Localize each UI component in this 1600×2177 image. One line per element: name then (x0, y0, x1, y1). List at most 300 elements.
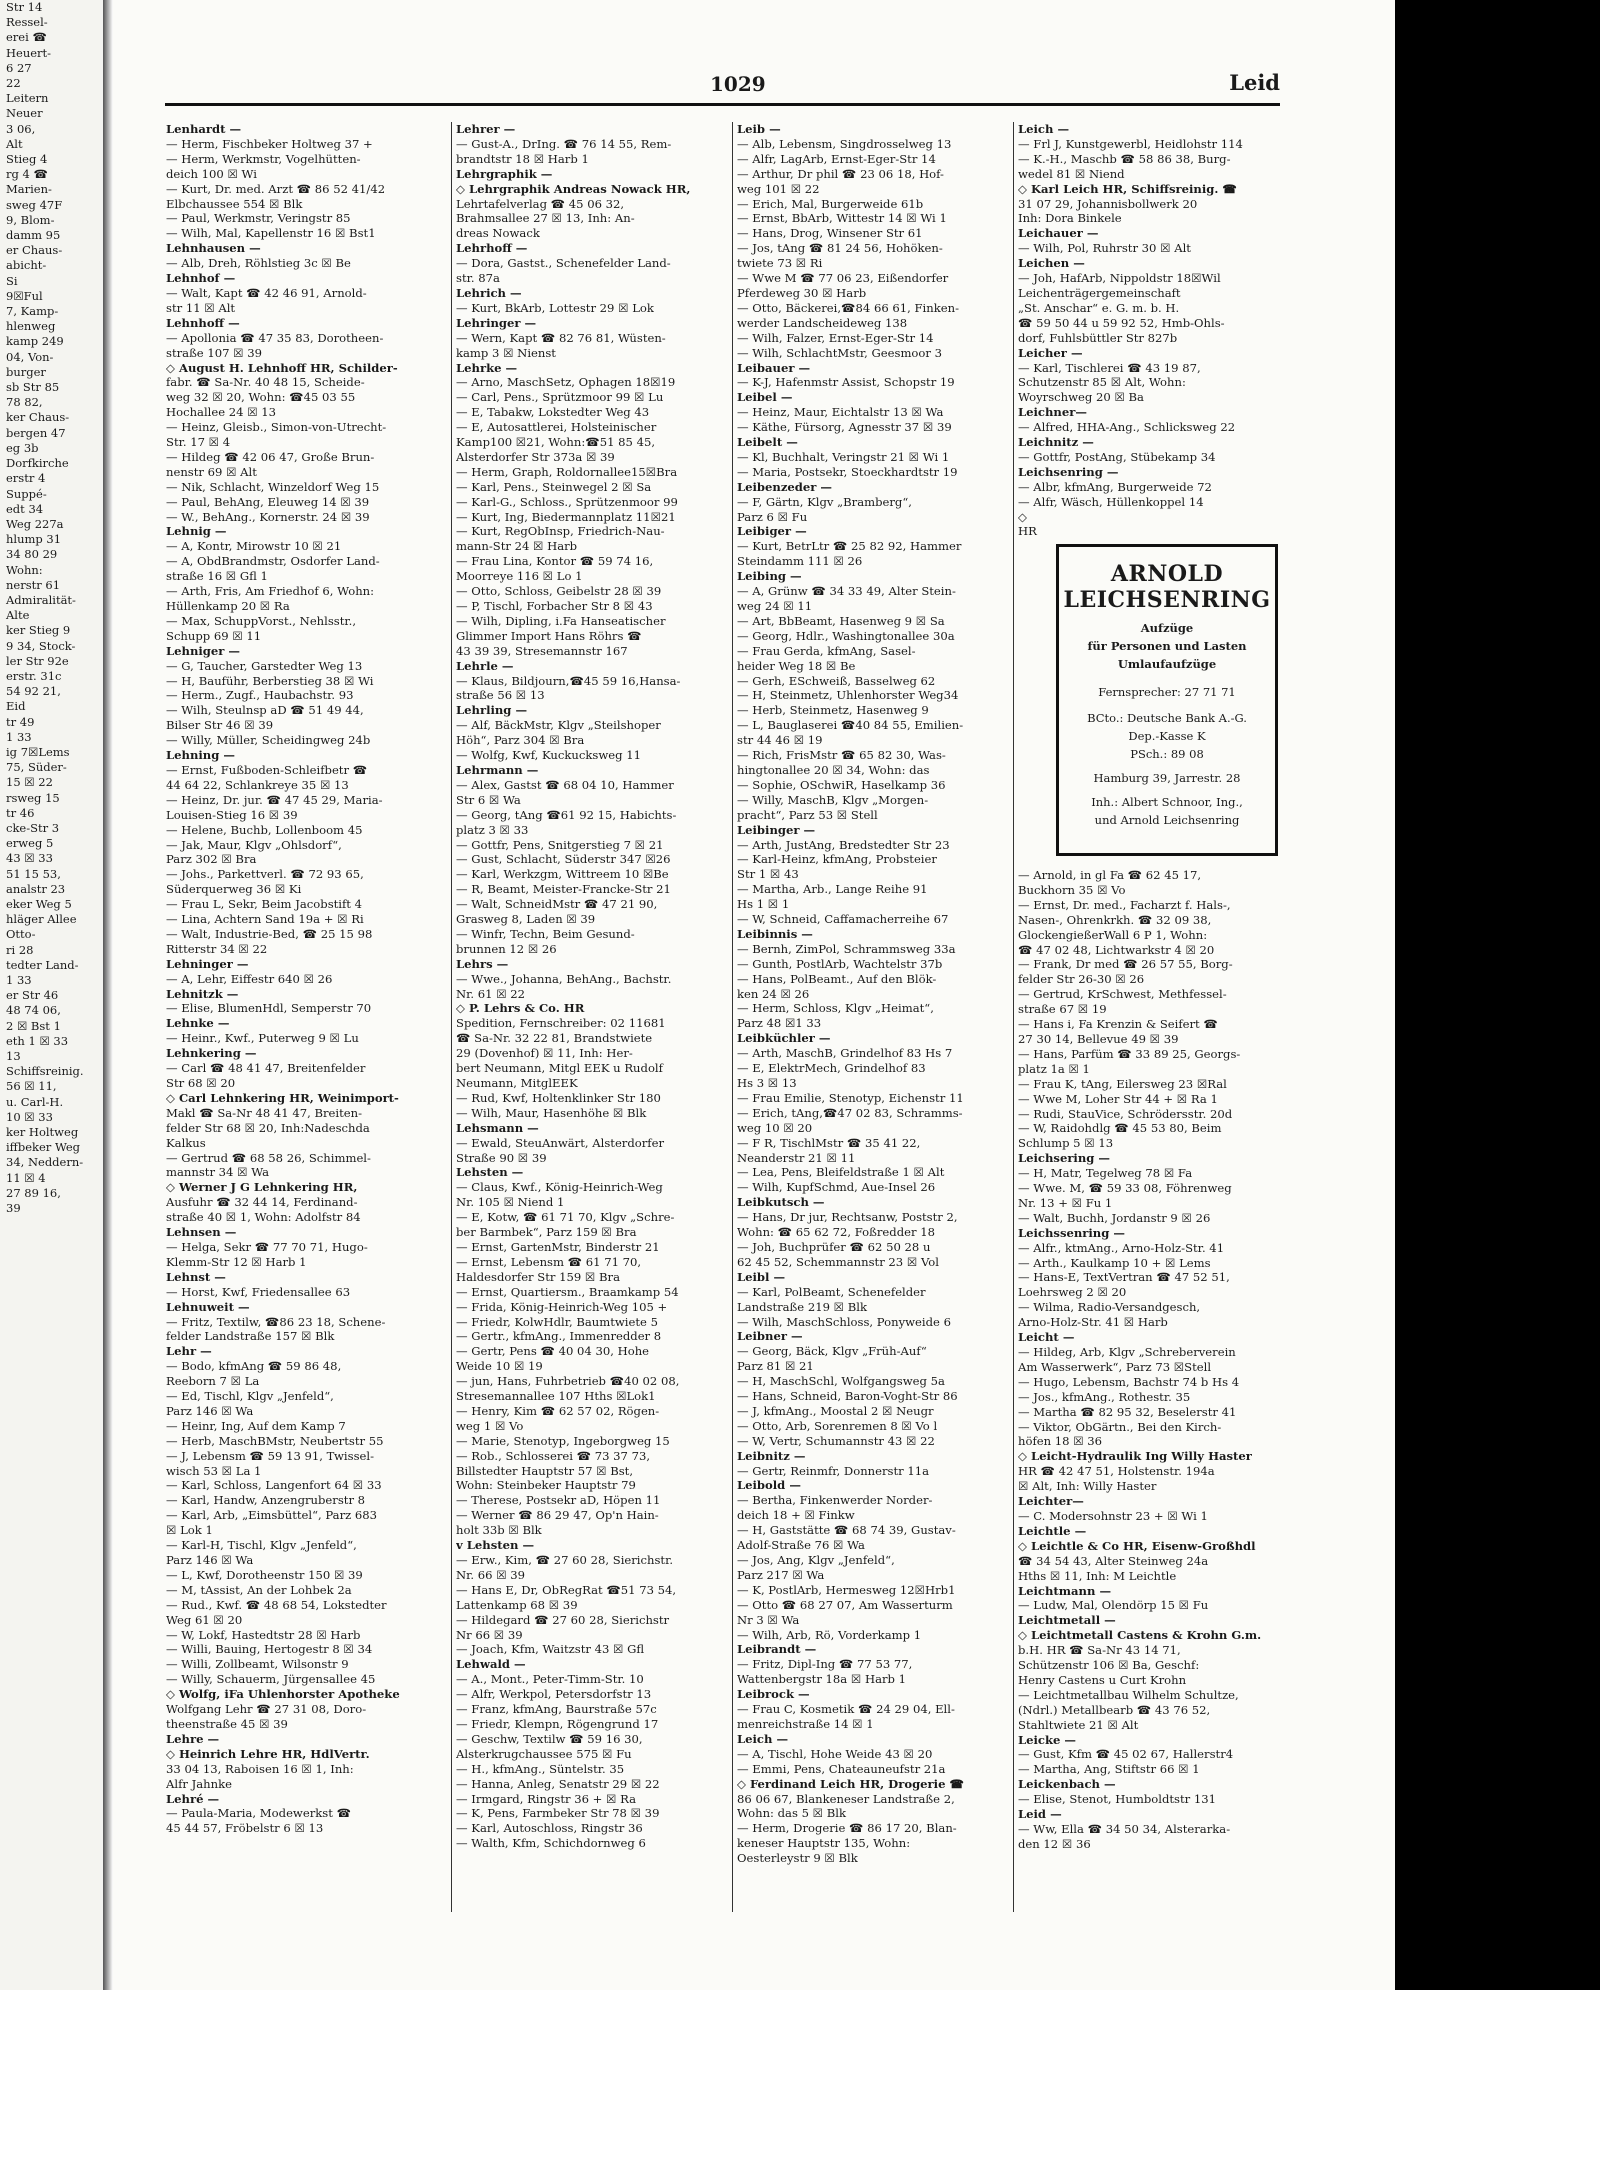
directory-entry-line: Ritterstr 34 ☒ 22 (166, 941, 268, 956)
directory-entry-line: — Herm., Zugf., Haubachstr. 93 (166, 688, 354, 703)
directory-entry-line: 62 45 52, Schemmannstr 23 ☒ Vol (737, 1254, 939, 1269)
directory-entry-line: — Horst, Kwf, Friedensallee 63 (166, 1284, 351, 1299)
directory-entry-line: — L, Bauglaserei ☎40 84 55, Emilien- (737, 718, 964, 733)
directory-entry-line: Buckhorn 35 ☒ Vo (1018, 882, 1126, 897)
directory-entry-line: 39 (6, 1201, 21, 1216)
directory-entry-line: ◇ Ferdinand Leich HR, Drogerie ☎ (737, 1776, 964, 1791)
directory-entry-line: straße 67 ☒ 19 (1018, 1002, 1107, 1017)
directory-entry-line: — Rudi, StauVice, Schrödersstr. 20d (1018, 1106, 1233, 1121)
directory-entry-line: — K, Pens, Farmbeker Str 78 ☒ 39 (456, 1806, 660, 1821)
directory-entry-line: — Frau L, Sekr, Beim Jacobstift 4 (166, 897, 363, 912)
directory-entry-line: — Gottfr, Pens, Snitgerstieg 7 ☒ 21 (456, 837, 664, 852)
directory-entry-line: — Hans, PolBeamt., Auf den Blök- (737, 971, 937, 986)
directory-entry-line: — Wilh, Dipling, i.Fa Hanseatischer (456, 613, 666, 628)
directory-entry-line: Eid (6, 699, 26, 714)
directory-entry-line: Pferdeweg 30 ☒ Harb (737, 285, 867, 300)
directory-entry-line: — Frl J, Kunstgewerbl, Heidlohstr 114 (1018, 136, 1243, 151)
directory-entry-line: Alt (6, 136, 23, 151)
directory-entry-line: — Ernst, Lebensm ☎ 61 71 70, (456, 1254, 642, 1269)
directory-entry-line: — Gertrud, KrSchwest, Methfessel- (1018, 987, 1227, 1002)
directory-entry-line: — Joh, Buchprüfer ☎ 62 50 28 u (737, 1239, 931, 1254)
directory-entry-line: damm 95 (6, 228, 61, 243)
directory-entry-line: — Helga, Sekr ☎ 77 70 71, Hugo- (166, 1239, 368, 1254)
directory-entry-line: 48 74 06, (6, 1003, 61, 1018)
directory-entry-line: werder Landscheideweg 138 (737, 315, 908, 330)
directory-entry-line: — Gust, Schlacht, Süderstr 347 ☒26 (456, 852, 671, 867)
directory-entry-line: — Paul, BehAng, Eleuweg 14 ☒ 39 (166, 494, 370, 509)
directory-entry-line: Ausfuhr ☎ 32 44 14, Ferdinand- (166, 1195, 358, 1210)
directory-entry-line: — Erw., Kim, ☎ 27 60 28, Sierichstr. (456, 1553, 674, 1567)
directory-entry-line: ri 28 (6, 942, 34, 957)
directory-entry-line: — Otto, Arb, Sorenremen 8 ☒ Vo l (737, 1418, 938, 1433)
surname-heading: Leichauer — (1018, 226, 1099, 241)
directory-entry-line: Wohn: ☎ 65 62 72, Foßredder 18 (737, 1225, 935, 1240)
directory-entry-line: Si (6, 273, 18, 288)
directory-entry-line: — Hans-E, TextVertran ☎ 47 52 51, (1018, 1270, 1230, 1285)
directory-entry-line: Hüllenkamp 20 ☒ Ra (166, 599, 290, 613)
surname-heading: Lehsten — (456, 1165, 524, 1180)
surname-heading: Leibenzeder — (737, 479, 833, 494)
surname-heading: Lehrke — (456, 360, 518, 375)
directory-entry-line: Str 14 (6, 0, 43, 14)
directory-entry-line: Nr. 13 + ☒ Fu 1 (1018, 1195, 1113, 1210)
directory-entry-line: straße 40 ☒ 1, Wohn: Adolfstr 84 (166, 1210, 361, 1225)
directory-entry-line: Nr. 61 ☒ 22 (456, 986, 526, 1001)
directory-entry-line: — H, Bauführ, Berberstieg 38 ☒ Wi (166, 673, 374, 688)
directory-entry-line: Billstedter Hauptstr 57 ☒ Bst, (456, 1463, 634, 1478)
directory-entry-line: Dorfkirche (6, 456, 69, 471)
directory-entry-line: weg 24 ☒ 11 (737, 599, 813, 613)
directory-entry-line: ker Holtweg (6, 1125, 79, 1140)
directory-entry-line: keneser Hauptstr 135, Wohn: (737, 1836, 911, 1851)
directory-entry-line: iffbeker Weg (6, 1140, 80, 1155)
surname-heading: v Lehsten — (456, 1538, 535, 1553)
directory-entry-line: — Wilh, Arb, Rö, Vorderkamp 1 (737, 1627, 922, 1642)
directory-entry-line: sweg 47F (6, 197, 63, 212)
directory-entry-line: — Arno, MaschSetz, Ophagen 18☒19 (456, 375, 676, 390)
surname-heading: Leickenbach — (1018, 1777, 1116, 1792)
directory-entry-line: — Winfr, Techn, Beim Gesund- (456, 926, 635, 941)
directory-entry-line: Wohn: (6, 562, 43, 577)
directory-entry-line: — Kurt, BkArb, Lottestr 29 ☒ Lok (456, 300, 654, 315)
directory-entry-line: — Gust, Kfm ☎ 45 02 67, Hallerstr4 (1018, 1747, 1234, 1762)
directory-entry-line: eker Weg 5 (6, 896, 72, 911)
directory-entry-line: — Walt, Kapt ☎ 42 46 91, Arnold- (166, 285, 367, 300)
directory-entry-line: — Karl, Arb, „Eimsbüttel“, Parz 683 (166, 1508, 378, 1523)
directory-entry-line: — Maria, Postsekr, Stoeckhardtstr 19 (737, 464, 958, 479)
surname-heading: Lehrle — (456, 658, 514, 673)
ad-company-name-2: LEICHSENRING (1063, 587, 1271, 613)
directory-entry-line: — Joach, Kfm, Waitzstr 43 ☒ Gfl (456, 1642, 645, 1657)
surname-heading: Lehrling — (456, 703, 528, 718)
directory-entry-line: — Ernst, GartenMstr, Binderstr 21 (456, 1239, 660, 1254)
directory-entry-line: — W, Raidohdlg ☎ 45 53 80, Beim (1018, 1121, 1222, 1136)
directory-entry-line: — Gertr, Reinmfr, Donnerstr 11a (737, 1463, 930, 1478)
directory-entry-line: — Friedr, Klempn, Rögengrund 17 (456, 1716, 659, 1731)
ad-owner: und Arnold Leichsenring (1094, 813, 1240, 827)
directory-entry-line: — Arth, JustAng, Bredstedter Str 23 (737, 837, 950, 852)
directory-entry-line: HR (1018, 524, 1037, 539)
surname-heading: Leichen — (1018, 256, 1085, 271)
surname-heading: Lehrich — (456, 285, 522, 300)
directory-entry-line: — Karl, Tischlerei ☎ 43 19 87, (1018, 360, 1201, 375)
directory-entry-line: — Hildeg, Arb, Klgv „Schreberverein (1018, 1345, 1236, 1359)
directory-entry-line: — Alfr., ktmAng., Arno-Holz-Str. 41 (1018, 1240, 1225, 1255)
directory-entry-line: 43 ☒ 33 (6, 851, 53, 866)
directory-entry-line: — Kurt, RegObInsp, Friedrich-Nau- (456, 524, 665, 539)
directory-entry-line: — Herb, Steinmetz, Hasenweg 9 (737, 703, 929, 718)
directory-entry-line: — Karl-G., Schloss., Sprützenmoor 99 (456, 494, 678, 509)
directory-entry-line: 9☒Ful (6, 288, 43, 303)
directory-entry-line: Stresemannallee 107 Hths ☒Lok1 (456, 1389, 656, 1404)
directory-entry-line: Heuert- (6, 45, 52, 60)
directory-entry-line: — Herm, Fischbeker Holtweg 37 + (166, 136, 373, 151)
directory-entry-line: Stahltwiete 21 ☒ Alt (1018, 1717, 1139, 1732)
directory-entry-line: — Helene, Buchb, Lollenboom 45 (166, 822, 363, 837)
directory-entry-line: — Alb, Lebensm, Singdrosselweg 13 (737, 136, 952, 151)
directory-entry-line: 56 ☒ 11, (6, 1079, 57, 1094)
directory-entry-line: 1 33 (6, 729, 32, 744)
surname-heading: Lehnst — (166, 1269, 226, 1284)
directory-entry-line: — Martha, Arb., Lange Reihe 91 (737, 882, 928, 897)
directory-entry-line: analstr 23 (6, 881, 66, 896)
surname-heading: Leichssenring — (1018, 1225, 1125, 1240)
directory-entry-line: — Paula-Maria, Modewerkst ☎ (166, 1806, 352, 1821)
directory-entry-line: — J, kfmAng., Moostal 2 ☒ Neugr (737, 1403, 934, 1418)
directory-entry-line: Parz 302 ☒ Bra (166, 852, 257, 867)
advertisement-box (1056, 544, 1278, 856)
surname-heading: Leibl — (737, 1269, 786, 1284)
directory-entry-line: — Wwe. M, ☎ 59 33 08, Föhrenweg (1018, 1181, 1232, 1196)
directory-entry-line: — Willy, MaschB, Klgv „Morgen- (737, 792, 929, 807)
directory-entry-line: 45 44 57, Fröbelstr 6 ☒ 13 (166, 1821, 324, 1836)
directory-entry-line: — Wern, Kapt ☎ 82 76 81, Wüsten- (456, 330, 666, 345)
surname-heading: Lehsmann — (456, 1120, 539, 1135)
directory-entry-line: — Lina, Achtern Sand 19a + ☒ Ri (166, 912, 364, 927)
directory-entry-line: — Arth., Kaulkamp 10 + ☒ Lems (1018, 1255, 1211, 1270)
directory-entry-line: Str. 17 ☒ 4 (166, 435, 231, 450)
directory-entry-line: dorf, Fuhlsbüttler Str 827b (1018, 330, 1178, 345)
directory-entry-line: 10 ☒ 33 (6, 1109, 53, 1124)
directory-entry-line: — W, Lokf, Hastedtstr 28 ☒ Harb (166, 1627, 361, 1642)
directory-entry-line: b.H. HR ☎ Sa-Nr 43 14 71, (1018, 1643, 1181, 1658)
column-divider (451, 122, 452, 1912)
surname-heading: Leib — (737, 122, 781, 136)
directory-entry-line: wedel 81 ☒ Niend (1018, 166, 1125, 181)
surname-heading: Lehringer — (456, 315, 537, 330)
directory-entry-line: — Hildeg ☎ 42 06 47, Große Brun- (166, 449, 375, 464)
directory-entry-line: Wohn: Steinbeker Hauptstr 79 (456, 1478, 636, 1493)
directory-entry-line: straße 16 ☒ Gfl 1 (166, 569, 268, 584)
directory-entry-line: — Heinr, Ing, Auf dem Kamp 7 (166, 1418, 346, 1433)
surname-heading: Leichtle — (1018, 1523, 1087, 1538)
directory-entry-line: wisch 53 ☒ La 1 (166, 1463, 262, 1478)
directory-entry-line: — Jos., kfmAng., Rothestr. 35 (1018, 1389, 1191, 1404)
directory-entry-line: Henry Castens u Curt Krohn (1018, 1672, 1187, 1687)
surname-heading: Leichtmetall — (1018, 1613, 1116, 1628)
directory-entry-line: — K-J, Hafenmstr Assist, Schopstr 19 (737, 375, 955, 390)
directory-entry-line: — Alfred, HHA-Ang., Schlicksweg 22 (1018, 420, 1236, 435)
directory-entry-line: straße 107 ☒ 39 (166, 345, 262, 360)
surname-heading: Lehrs — (456, 956, 509, 971)
directory-entry-line: — Wwe., Johanna, BehAng., Bachstr. (456, 971, 672, 986)
directory-entry-line: Loehrsweg 2 ☒ 20 (1018, 1285, 1127, 1300)
surname-heading: Leibner — (737, 1329, 803, 1344)
directory-entry-line: — Viktor, ObGärtn., Bei den Kirch- (1018, 1419, 1222, 1434)
directory-entry-line: ☎ 34 54 43, Alter Steinweg 24a (1018, 1553, 1209, 1568)
surname-heading: Leibold — (737, 1478, 801, 1493)
directory-entry-line: — Gertr, Pens ☎ 40 04 30, Hohe (456, 1344, 650, 1359)
directory-entry-line: — Heinz, Maur, Eichtalstr 13 ☒ Wa (737, 405, 944, 420)
directory-entry-line: — Kl, Buchhalt, Veringstr 21 ☒ Wi 1 (737, 449, 950, 464)
directory-entry-line: — Alex, Gastst ☎ 68 04 10, Hammer (456, 777, 674, 792)
directory-entry-line: Hs 1 ☒ 1 (737, 897, 790, 912)
directory-entry-line: — Alfr, Werkpol, Petersdorfstr 13 (456, 1687, 652, 1702)
directory-entry-line: — Arth, Fris, Am Friedhof 6, Wohn: (166, 584, 375, 599)
directory-entry-line: — Erich, Mal, Burgerweide 61b (737, 196, 924, 211)
directory-entry-line: — Jos, tAng ☎ 81 24 56, Hohöken- (737, 241, 943, 256)
directory-entry-line: — E, Tabakw, Lokstedter Weg 43 (456, 405, 650, 420)
directory-entry-line: — Kurt, Dr. med. Arzt ☎ 86 52 41/42 (166, 181, 386, 196)
directory-entry-line: — Wilma, Radio-Versandgesch, (1018, 1300, 1201, 1315)
directory-entry-line: — Frau Lina, Kontor ☎ 59 74 16, (456, 554, 654, 569)
surname-heading: Lehnke — (166, 1016, 230, 1031)
directory-entry-line: 86 06 67, Blankeneser Landstraße 2, (737, 1791, 955, 1806)
directory-entry-line: — Ww, Ella ☎ 34 50 34, Alsterarka- (1018, 1822, 1231, 1836)
directory-entry-line: — Hans, Parfüm ☎ 33 89 25, Georgs- (1018, 1046, 1241, 1061)
directory-entry-line: Oesterleystr 9 ☒ Blk (737, 1851, 858, 1866)
directory-entry-line: Glimmer Import Hans Röhrs ☎ (456, 628, 642, 643)
directory-entry-line: — E, ElektrMech, Grindelhof 83 (737, 1061, 926, 1076)
directory-entry-line: 33 04 13, Raboisen 16 ☒ 1, Inh: (166, 1761, 354, 1776)
directory-entry-line: ◇ Werner J G Lehnkering HR, (166, 1180, 358, 1195)
directory-entry-line: Louisen-Stieg 16 ☒ 39 (166, 807, 298, 822)
directory-entry-line: Hs 3 ☒ 13 (737, 1076, 797, 1090)
directory-entry-line: — Klaus, Bildjourn,☎45 59 16,Hansa- (456, 673, 681, 688)
directory-entry-line: theenstraße 45 ☒ 39 (166, 1716, 288, 1731)
directory-entry-line: Spedition, Fernschreiber: 02 11681 (456, 1016, 666, 1031)
ad-line: Aufzüge (1140, 621, 1194, 635)
directory-entry-line: — Walth, Kfm, Schichdornweg 6 (456, 1836, 646, 1851)
directory-entry-line: — K, PostlArb, Hermesweg 12☒Hrb1 (737, 1582, 956, 1597)
directory-entry-line: — C. Modersohnstr 23 + ☒ Wi 1 (1018, 1508, 1208, 1523)
directory-entry-line: — E, Kotw, ☎ 61 71 70, Klgv „Schre- (456, 1210, 675, 1225)
directory-entry-line: str 44 46 ☒ 19 (737, 733, 823, 748)
directory-entry-line: Wohn: das 5 ☒ Blk (737, 1806, 846, 1821)
directory-entry-line: — Elise, BlumenHdl, Semperstr 70 (166, 1001, 372, 1016)
directory-entry-line: Inh: Dora Binkele (1018, 211, 1122, 226)
directory-entry-line: tedter Land- (6, 957, 79, 972)
directory-entry-line: tr 46 (6, 805, 35, 820)
directory-entry-line: Parz 81 ☒ 21 (737, 1359, 814, 1374)
surname-heading: Leibrandt — (737, 1642, 817, 1657)
surname-heading: Leich — (1018, 122, 1070, 136)
directory-entry-line: felder Str 68 ☒ 20, Inh:Nadeschda (166, 1120, 370, 1135)
directory-entry-line: — Ernst, BbArb, Wittestr 14 ☒ Wi 1 (737, 211, 947, 226)
surname-heading: Lehnitzk — (166, 986, 239, 1001)
directory-entry-line: — Bodo, kfmAng ☎ 59 86 48, (166, 1359, 342, 1374)
directory-entry-line: — Otto ☎ 68 27 07, Am Wasserturm (737, 1597, 953, 1612)
directory-entry-line: Landstraße 219 ☒ Blk (737, 1299, 867, 1314)
ad-company-name-1: ARNOLD (1110, 561, 1224, 587)
directory-entry-line: ◇ Carl Lehnkering HR, Weinimport- (166, 1090, 399, 1105)
directory-entry-line: — Karl, PolBeamt, Schenefelder (737, 1284, 926, 1299)
directory-column-2 (456, 122, 740, 1851)
directory-entry-line: — J, Lebensm ☎ 59 13 91, Twissel- (166, 1448, 375, 1463)
directory-entry-line: — Heinr., Kwf., Puterweg 9 ☒ Lu (166, 1031, 359, 1046)
surname-heading: Lehre — (166, 1731, 220, 1746)
directory-entry-line: Nr. 66 ☒ 39 (456, 1567, 526, 1582)
directory-entry-line: edt 34 (6, 501, 44, 516)
directory-entry-line: — Hans, Drog, Winsener Str 61 (737, 226, 923, 241)
surname-heading: Lehniger — (166, 643, 241, 658)
directory-entry-line: — Heinz, Gleisb., Simon-von-Utrecht- (166, 420, 387, 435)
surname-heading: Leibauer — (737, 360, 811, 375)
surname-heading: Leichsering — (1018, 1151, 1111, 1166)
directory-entry-line: Weg 227a (6, 516, 64, 531)
directory-entry-line: ber Barmbek“, Parz 159 ☒ Bra (456, 1225, 637, 1240)
directory-entry-line: — Käthe, Fürsorg, Agnesstr 37 ☒ 39 (737, 420, 952, 435)
page-number: 1029 (710, 72, 766, 96)
directory-entry-line: — Dora, Gastst., Schenefelder Land- (456, 256, 671, 271)
directory-entry-line: — Ernst, Dr. med., Facharzt f. Hals-, (1018, 897, 1231, 912)
surname-heading: Leibiger — (737, 524, 807, 539)
directory-entry-line: 1 33 (6, 973, 32, 987)
surname-heading: Lehninger — (166, 956, 249, 971)
directory-entry-line: weg 10 ☒ 20 (737, 1120, 813, 1135)
directory-entry-line: Kalkus (166, 1135, 206, 1150)
directory-entry-line: — K.-H., Maschb ☎ 58 86 38, Burg- (1018, 151, 1231, 166)
directory-entry-line: u. Carl-H. (6, 1094, 64, 1109)
surname-heading: Lehrhoff — (456, 241, 528, 256)
directory-entry-line: Nasen-, Ohrenkrkh. ☎ 32 09 38, (1018, 912, 1212, 927)
directory-entry-line: — Leichtmetallbau Wilhelm Schultze, (1018, 1687, 1239, 1702)
directory-entry-line: — H, MaschSchl, Wolfgangsweg 5a (737, 1374, 945, 1389)
directory-entry-line: 34, Neddern- (6, 1155, 84, 1170)
directory-entry-line: — Irmgard, Ringstr 36 + ☒ Ra (456, 1791, 637, 1806)
directory-entry-line: — Fritz, Dipl-Ing ☎ 77 53 77, (737, 1657, 913, 1672)
surname-heading: Lehning — (166, 748, 235, 763)
directory-entry-line: — Frau C, Kosmetik ☎ 24 29 04, Ell- (737, 1702, 955, 1717)
directory-entry-line: — Georg, tAng ☎61 92 15, Habichts- (456, 807, 677, 822)
directory-entry-line: — W., BehAng., Kornerstr. 24 ☒ 39 (166, 509, 370, 524)
directory-entry-line: Nr. 105 ☒ Niend 1 (456, 1195, 565, 1210)
directory-entry-line: 27 30 14, Bellevue 49 ☒ 39 (1018, 1031, 1179, 1046)
directory-entry-line: Steindamm 111 ☒ 26 (737, 554, 863, 569)
header-rule (165, 103, 1280, 106)
directory-entry-line: erstr 4 (6, 471, 46, 486)
directory-entry-line: höfen 18 ☒ 36 (1018, 1434, 1103, 1449)
directory-entry-line: Otto- (6, 927, 36, 942)
directory-entry-line: Nr 66 ☒ 39 (456, 1627, 523, 1642)
directory-entry-line: 04, Von- (6, 349, 54, 364)
directory-entry-line: — F, Gärtn, Klgv „Bramberg“, (737, 494, 912, 509)
directory-entry-line: — Willy, Schauerm, Jürgensallee 45 (166, 1672, 376, 1687)
directory-entry-line: — jun, Hans, Fuhrbetrieb ☎40 02 08, (456, 1374, 680, 1389)
directory-entry-line: — Nik, Schlacht, Winzeldorf Weg 15 (166, 479, 380, 494)
surname-heading: Lehrgraphik — (456, 166, 553, 181)
directory-entry-line: — Kurt, Ing, Biedermannplatz 11☒21 (456, 509, 676, 524)
directory-entry-line: ◇ (1018, 509, 1027, 524)
directory-column-3 (737, 122, 1021, 1866)
directory-entry-line: ker Stieg 9 (6, 623, 71, 638)
directory-entry-line: — Geschw, Textilw ☎ 59 16 30, (456, 1731, 643, 1746)
directory-entry-line: — Rich, FrisMstr ☎ 65 82 30, Was- (737, 748, 946, 763)
directory-entry-line: — Alb, Dreh, Röhlstieg 3c ☒ Be (166, 256, 351, 271)
directory-entry-line: Marien- (6, 182, 52, 197)
directory-entry-line: — Ewald, SteuAnwärt, Alsterdorfer (456, 1135, 664, 1150)
directory-entry-line: — Hildegard ☎ 27 60 28, Sierichstr (456, 1612, 670, 1627)
directory-entry-line: 51 15 53, (6, 866, 61, 881)
directory-entry-line: Makl ☎ Sa-Nr 48 41 47, Breiten- (166, 1105, 363, 1120)
directory-entry-line: Leitern (6, 91, 49, 106)
directory-entry-line: — Jos, Ang, Klgv „Jenfeld“, (737, 1553, 895, 1567)
directory-entry-line: — Art, BbBeamt, Hasenweg 9 ☒ Sa (737, 613, 945, 628)
surname-heading: Leibelt — (737, 435, 798, 450)
directory-entry-line: — Willy, Müller, Scheidingweg 24b (166, 733, 371, 748)
directory-entry-line: kamp 249 (6, 334, 64, 349)
directory-entry-line: ◇ P. Lehrs & Co. HR (456, 1001, 585, 1016)
surname-heading: Leich — (737, 1731, 789, 1746)
directory-entry-line: — Karl-Heinz, kfmAng, Probsteier (737, 852, 937, 867)
directory-entry-line: — Frank, Dr med ☎ 26 57 55, Borg- (1018, 957, 1233, 972)
directory-entry-line: 7, Kamp- (6, 304, 59, 319)
directory-entry-line: hlump 31 (6, 532, 62, 547)
directory-entry-line: platz 3 ☒ 33 (456, 822, 529, 837)
directory-entry-line: — Arnold, in gl Fa ☎ 62 45 17, (1018, 868, 1202, 882)
directory-entry-line: — Willi, Bauing, Hertogestr 8 ☒ 34 (166, 1642, 373, 1657)
directory-entry-line: GlockengießerWall 6 P 1, Wohn: (1018, 927, 1208, 942)
directory-entry-line: 2 ☒ Bst 1 (6, 1018, 61, 1033)
directory-entry-line: — Max, SchuppVorst., Nehlsstr., (166, 613, 357, 628)
directory-entry-line: ken 24 ☒ 26 (737, 986, 810, 1001)
directory-entry-line: — Herb, MaschBMstr, Neubertstr 55 (166, 1433, 384, 1448)
surname-heading: Lehrmann — (456, 762, 539, 777)
directory-entry-line: — A, Kontr, Mirowstr 10 ☒ 21 (166, 539, 342, 554)
surname-heading: Leibkutsch — (737, 1195, 825, 1210)
surname-heading: Leibinger — (737, 822, 816, 837)
directory-entry-line: — Ernst, Fußboden-Schleifbetr ☎ (166, 762, 368, 777)
directory-entry-line: Bilser Str 46 ☒ 39 (166, 718, 274, 733)
directory-entry-line: — Gerh, ESchweiß, Basselweg 62 (737, 673, 936, 688)
directory-entry-line: — Elise, Stenot, Humboldtstr 131 (1018, 1792, 1217, 1807)
directory-entry-line: „St. Anschar“ e. G. m. b. H. (1018, 300, 1180, 315)
directory-entry-line: — Henry, Kim ☎ 62 57 02, Rögen- (456, 1403, 660, 1418)
directory-entry-line: Höh“, Parz 304 ☒ Bra (456, 733, 585, 748)
directory-entry-line: Alfr Jahnke (166, 1776, 232, 1791)
directory-entry-line: Str 6 ☒ Wa (456, 792, 521, 807)
directory-entry-line: — Karl, Handw, Anzengruberstr 8 (166, 1493, 366, 1508)
directory-entry-line: weg 32 ☒ 20, Wohn: ☎45 03 55 (166, 390, 356, 405)
directory-entry-line: Grasweg 8, Laden ☒ 39 (456, 912, 596, 927)
directory-entry-line: — A, Tischl, Hohe Weide 43 ☒ 20 (737, 1746, 933, 1761)
directory-entry-line: Parz 6 ☒ Fu (737, 509, 808, 524)
directory-entry-line: deich 100 ☒ Wi (166, 166, 257, 181)
directory-entry-line: Lattenkamp 68 ☒ 39 (456, 1597, 578, 1612)
directory-entry-line: — Martha, Ang, Stiftstr 66 ☒ 1 (1018, 1762, 1200, 1777)
directory-entry-line: Parz 146 ☒ Wa (166, 1403, 254, 1418)
directory-entry-line: — Wwe M, Loher Str 44 + ☒ Ra 1 (1018, 1091, 1218, 1106)
directory-entry-line: nenstr 69 ☒ Alt (166, 464, 257, 479)
surname-heading: Lehr — (166, 1344, 212, 1359)
directory-entry-line: — Marie, Stenotyp, Ingeborgweg 15 (456, 1433, 670, 1448)
ad-line: Umlaufaufzüge (1117, 657, 1217, 671)
directory-entry-line: — Bernh, ZimPol, Schrammsweg 33a (737, 941, 956, 956)
directory-entry-line: — W, Vertr, Schumannstr 43 ☒ 22 (737, 1433, 935, 1448)
directory-entry-line: er Str 46 (6, 988, 59, 1003)
directory-entry-line: er Chaus- (6, 243, 63, 258)
directory-entry-line: Alte (6, 608, 30, 623)
